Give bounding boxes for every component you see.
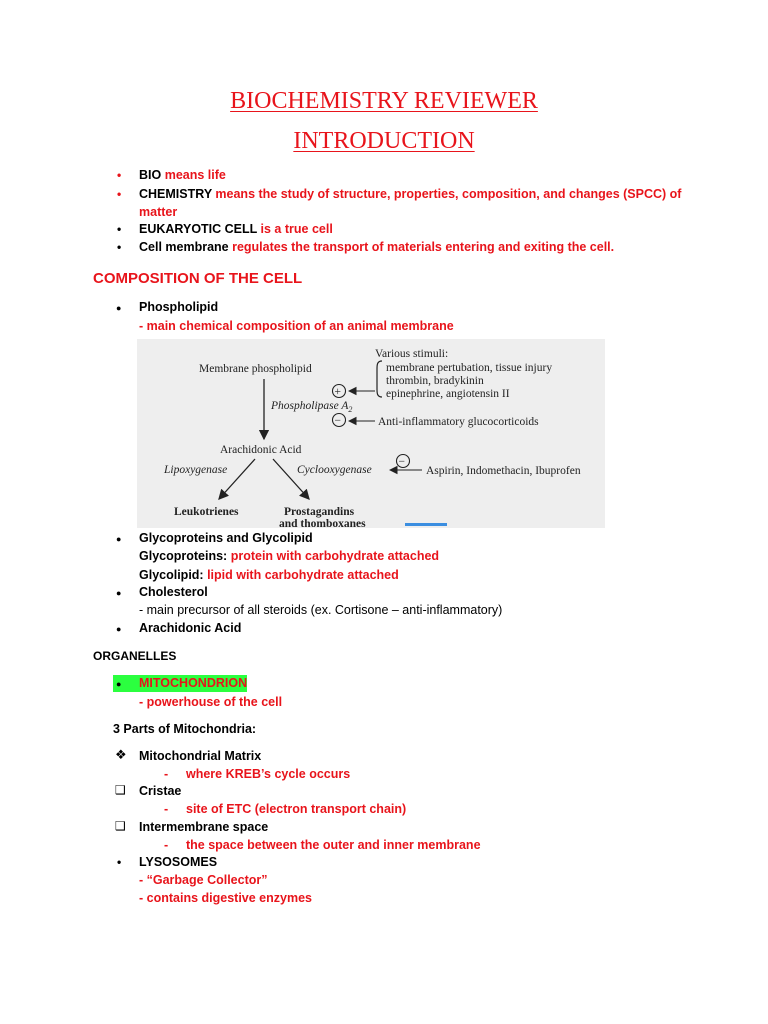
pathway-svg [137, 339, 605, 528]
dash: - [164, 838, 169, 852]
bullet-icon: ● [116, 624, 122, 634]
definition: lipid with carbohydrate attached [203, 568, 399, 582]
matrix-desc: where KREB’s cycle occurs [186, 767, 351, 781]
intro-item-cell-membrane [139, 239, 614, 255]
arachidonic-acid-label: Arachidonic Acid [220, 444, 302, 456]
various-stimuli-label: Various stimuli: [375, 348, 449, 360]
leukotrienes-label: Leukotrienes [174, 506, 239, 518]
bullet-icon: ● [116, 534, 122, 544]
cristae-term: Cristae [139, 784, 182, 798]
phospholipid-desc: - main chemical composition of an animal membrane [139, 319, 454, 333]
mitochondrion-desc: - powerhouse of the cell [139, 695, 283, 709]
organelles-heading: ORGANELLES [93, 649, 177, 663]
phospholipase-label: Phospholipase $A_2$ [271, 400, 353, 414]
bullet-icon: ● [116, 679, 122, 689]
glycoproteins-line [139, 548, 439, 564]
definition: means the study of structure, properties, composition, and changes (SPCC) of [211, 187, 682, 201]
term: CHEMISTRY [139, 187, 212, 201]
diamond-bullet-icon: ❖ [115, 747, 127, 762]
bullet-icon: ● [116, 303, 122, 313]
minus-symbol: − [398, 456, 405, 468]
bullet-icon: • [117, 168, 122, 182]
cyclooxygenase-label: Cyclooxygenase [297, 464, 372, 476]
bullet-icon: ● [116, 588, 122, 598]
definition: means life [161, 168, 226, 182]
plus-symbol: + [334, 386, 341, 398]
mitochondrion-term: MITOCHONDRION [139, 676, 248, 690]
glycolipid-line [139, 567, 399, 583]
intro-item-bio [139, 167, 226, 183]
glyco-heading: Glycoproteins and Glycolipid [139, 531, 313, 545]
section-title-introduction: INTRODUCTION [293, 128, 475, 154]
arachidonic-pathway-diagram [137, 339, 605, 528]
mitochondrion-highlight [113, 675, 247, 692]
stimuli-item: thrombin, bradykinin [386, 375, 484, 387]
phospholipid-term: Phospholipid [139, 300, 219, 314]
bullet-icon: • [117, 240, 122, 254]
stimuli-item: membrane pertubation, tissue injury [386, 362, 553, 374]
blue-mark [405, 523, 447, 526]
term: Glycoproteins: [139, 549, 228, 563]
checkbox-bullet-icon: ❑ [115, 819, 126, 833]
document-title: BIOCHEMISTRY REVIEWER [230, 88, 538, 114]
lipoxygenase-label: Lipoxygenase [164, 464, 228, 476]
aspirin-label: Aspirin, Indomethacin, Ibuprofen [426, 465, 581, 477]
bullet-icon: • [117, 855, 122, 869]
intermembrane-desc: the space between the outer and inner membrane [186, 838, 481, 852]
term: EUKARYOTIC CELL [139, 222, 258, 236]
term: BIO [139, 168, 162, 182]
lysosomes-term: LYSOSOMES [139, 855, 218, 869]
anti-inflammatory-label: Anti-inflammatory glucocorticoids [378, 416, 539, 428]
intermembrane-term: Intermembrane space [139, 820, 269, 834]
term: Glycolipid: [139, 568, 204, 582]
bullet-icon: • [117, 187, 122, 201]
term: Cell membrane [139, 240, 229, 254]
cristae-desc: site of ETC (electron transport chain) [186, 802, 407, 816]
intro-item-chemistry [139, 186, 681, 202]
definition: regulates the transport of materials entering and exiting the cell. [228, 240, 615, 254]
lysosomes-desc: - “Garbage Collector” [139, 873, 268, 887]
lysosomes-desc: - contains digestive enzymes [139, 891, 312, 905]
definition-continued: matter [139, 205, 178, 219]
cholesterol-term: Cholesterol [139, 585, 208, 599]
bullet-icon: • [117, 222, 122, 236]
cholesterol-desc: - main precursor of all steroids (ex. Cortisone – anti-inflammatory) [139, 603, 503, 617]
definition: protein with carbohydrate attached [227, 549, 440, 563]
arachidonic-term: Arachidonic Acid [139, 621, 242, 635]
stimuli-item: epinephrine, angiotensin II [386, 388, 510, 400]
minus-symbol: − [334, 415, 341, 427]
prostagandins-label: Prostagandins [284, 506, 355, 518]
stimuli-brace [377, 361, 382, 397]
matrix-term: Mitochondrial Matrix [139, 749, 262, 763]
dash: - [164, 802, 169, 816]
composition-heading: COMPOSITION OF THE CELL [93, 270, 303, 287]
membrane-phospholipid-label: Membrane phospholipid [199, 363, 312, 375]
parts-heading: 3 Parts of Mitochondria: [113, 722, 257, 736]
definition: is a true cell [257, 222, 333, 236]
thomboxanes-label: and thomboxanes [279, 518, 366, 528]
intro-item-eukaryotic [139, 221, 333, 237]
checkbox-bullet-icon: ❑ [115, 783, 126, 797]
dash: - [164, 767, 169, 781]
